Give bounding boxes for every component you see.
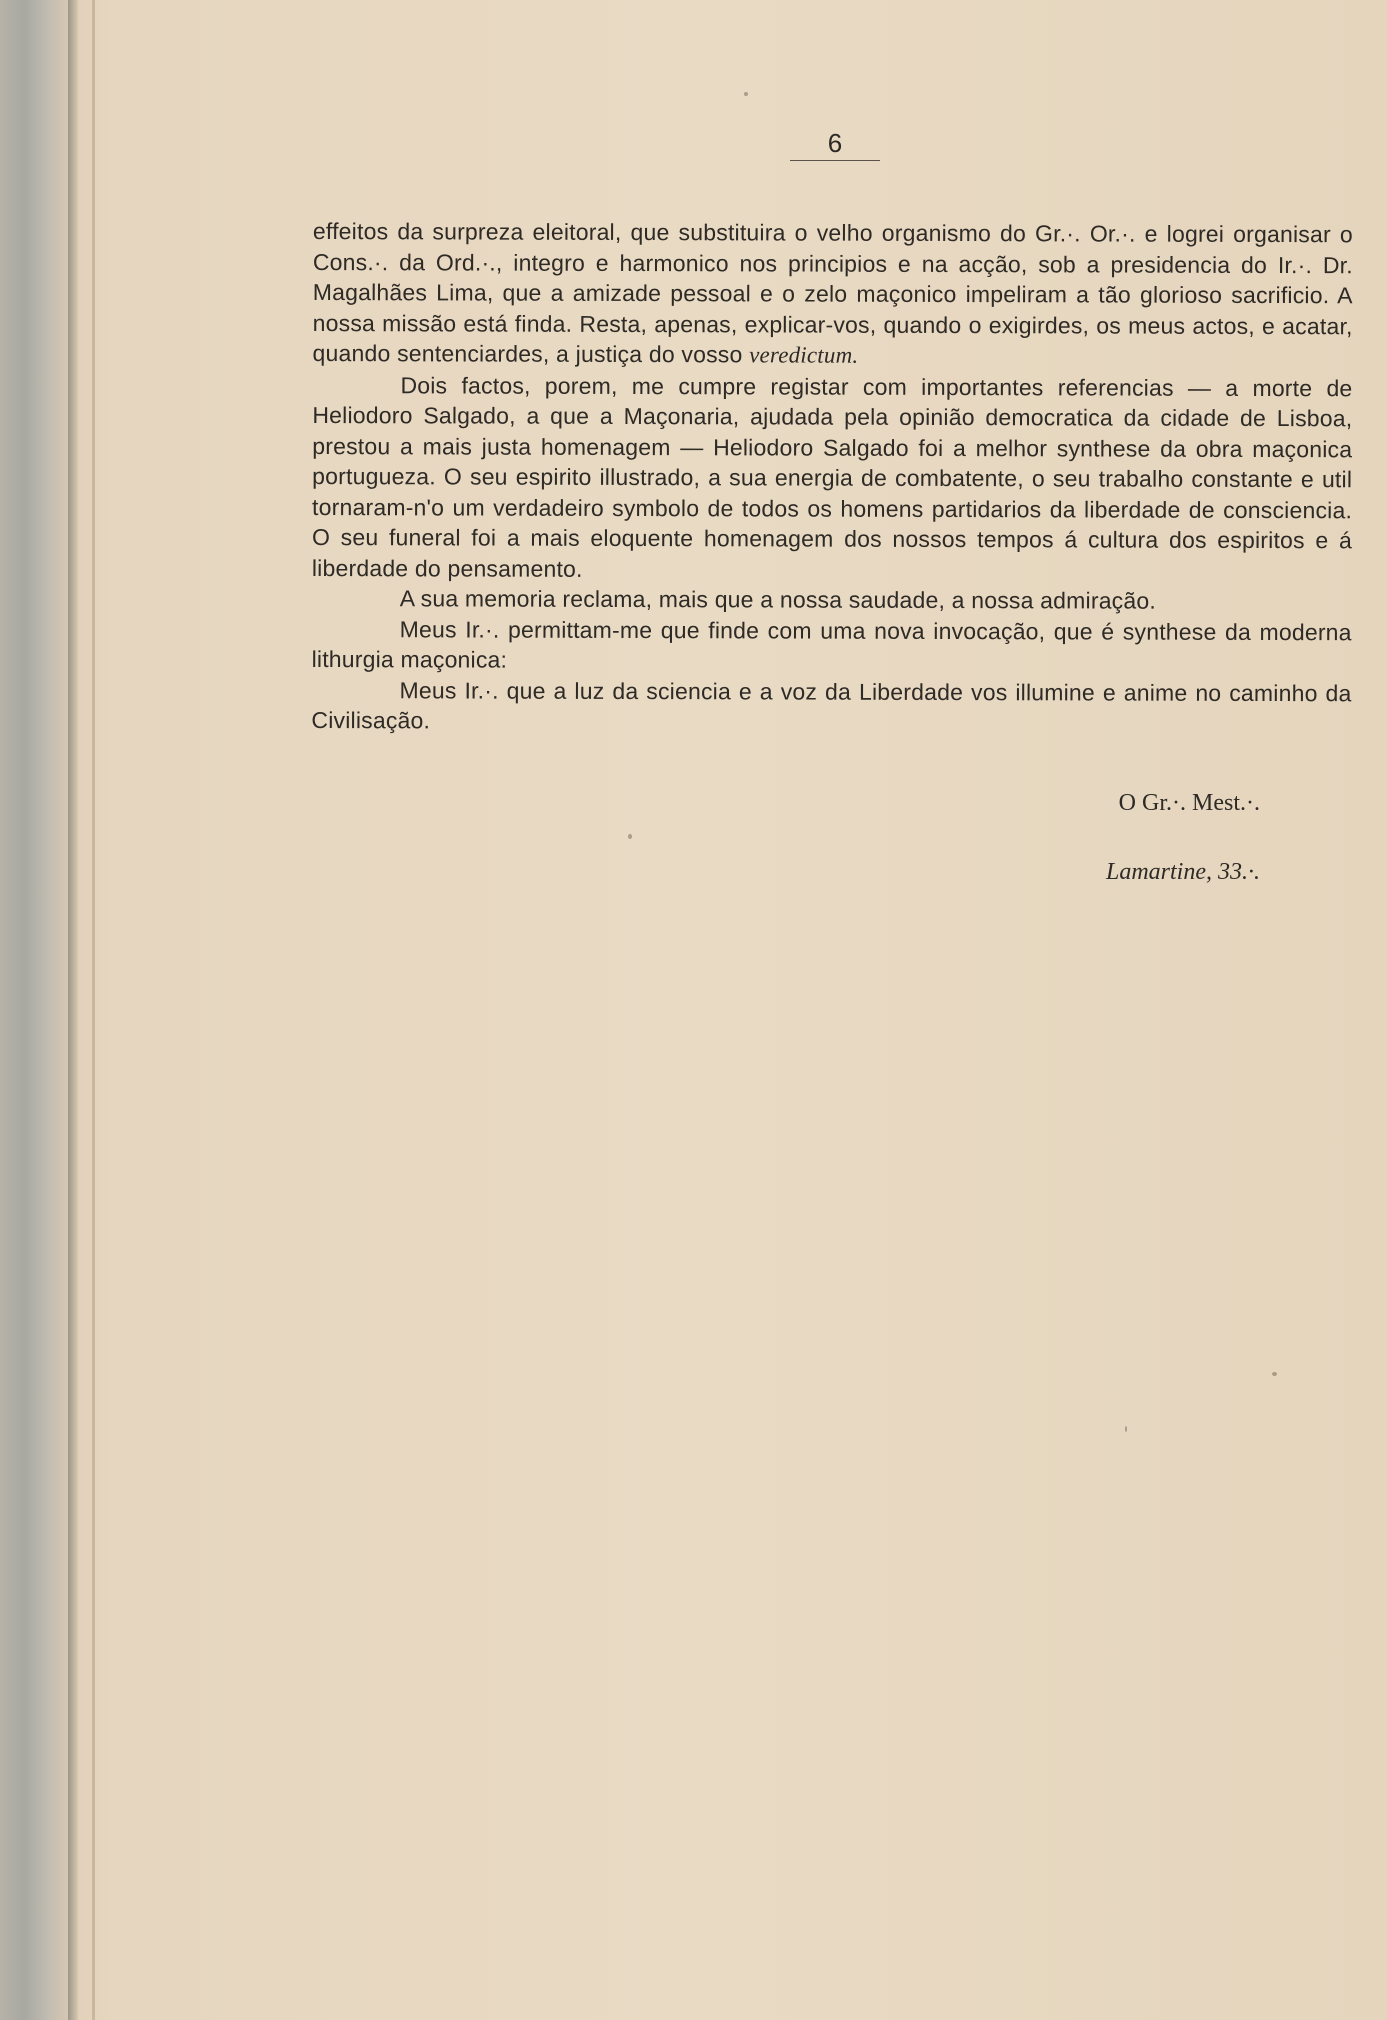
body-text (311, 216, 1353, 739)
page-number-rule (790, 160, 880, 161)
paragraph-1-text: effeitos da surpreza eleitoral, que substituira o velho organismo do Gr.·. Or.·. e logrei organisar o Cons.·. da Ord.·., integro e harmonico nos principios e na acção, sob a presidencia do Ir.·. Dr. Magalhães Lima, que a amizade pessoal e o zelo maçonico impeliram a tão glorioso sacrificio. A nossa missão está finda. Resta, apenas, explicar-vos, quando o exigirdes, os meus actos, e acatar, quando sentenciardes, a justiça do vosso (312, 217, 1353, 368)
paper-speck (744, 92, 748, 96)
paper-speck (1125, 1426, 1127, 1432)
signature-title: O Gr.·. Mest.·. (1118, 790, 1260, 816)
signature-name: Lamartine, 33.·. (1105, 859, 1260, 885)
page-number: 6 (827, 128, 843, 158)
paragraph-5: Meus Ir.·. que a luz da sciencia e a voz da Liberdade vos illumine e anime no caminho da Civilisação. (311, 676, 1352, 734)
binding-edge (68, 0, 78, 2020)
paper-speck (628, 834, 632, 839)
paper-speck (1272, 1372, 1277, 1376)
paragraph-2: Dois factos, porem, me cumpre registar com importantes referencias — a morte de Heliodoro Salgado, a que a Maçonaria, ajudada pela opinião democratica da cidade de Lisboa, prestou a mais justa homenagem — Heliodoro Salgado foi a melhor synthese da obra maçonica portugueza. O seu espirito illustrado, a sua energia de combatente, o seu trabalho constante e util tornaram-n'o um verdadeiro symbolo de todos os homens partidarios da liberdade de consciencia. O seu funeral foi a mais eloquente homenagem dos nossos tempos á cultura dos espiritos e á liberdade do pensamento. (311, 371, 1353, 582)
paragraph-4: Meus Ir.·. permittam-me que finde com uma nova invocação, que é synthese da moderna lithurgia maçonica: (311, 615, 1352, 673)
paragraph-1 (313, 216, 1353, 373)
latin-term: veredictum. (749, 342, 859, 368)
page-fold-line (92, 0, 95, 2020)
paragraph-3: A sua memoria reclama, mais que a nossa saudade, a nossa admiração. (399, 585, 1157, 614)
signature-block (1040, 790, 1260, 886)
binding-strip (0, 0, 70, 2020)
